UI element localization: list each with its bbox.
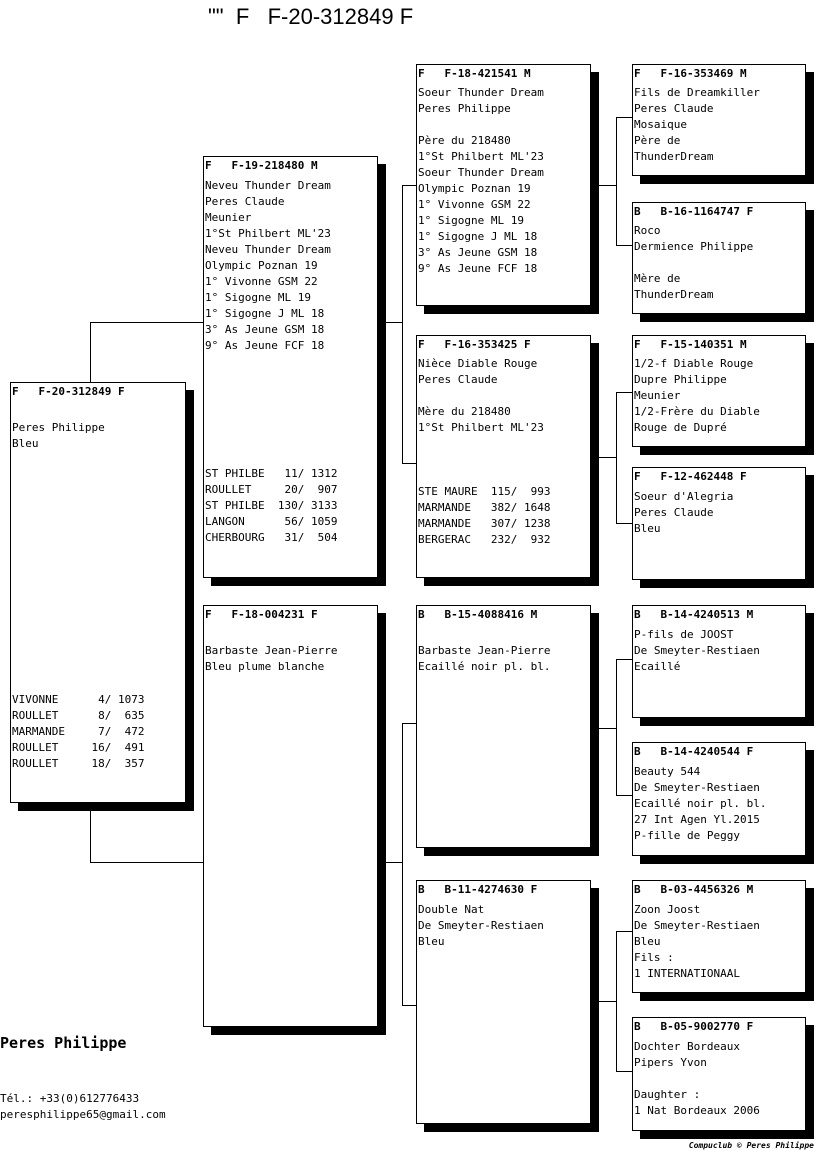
- card-line: De Smeyter-Restiaen: [634, 919, 760, 932]
- card-line: 27 Int Agen Yl.2015: [634, 813, 760, 826]
- pedigree-card-mother[interactable]: [203, 605, 378, 1027]
- card-line: Mère de: [634, 272, 681, 285]
- result-line: MARMANDE 382/ 1648: [418, 501, 551, 514]
- card-line: 9° As Jeune FCF 18: [205, 339, 325, 352]
- card-line: Peres Claude: [418, 373, 498, 386]
- ring-number: F F-12-462448 F: [634, 470, 747, 483]
- card-line: ThunderDream: [634, 150, 714, 163]
- result-line: ROULLET 16/ 491: [12, 741, 145, 754]
- card-line: 9° As Jeune FCF 18: [418, 262, 538, 275]
- card-line: Nièce Diable Rouge: [418, 357, 538, 370]
- card-line: Bleu: [634, 522, 661, 535]
- ring-number: F F-18-421541 M: [418, 67, 531, 80]
- ring-number: F F-19-218480 M: [205, 159, 318, 172]
- card-line: Neveu Thunder Dream: [205, 179, 331, 192]
- card-line: 1° Sigogne ML 19: [205, 291, 311, 304]
- pedigree-card-mff[interactable]: [632, 605, 806, 718]
- card-line: 1°St Philbert ML'23: [418, 421, 544, 434]
- result-line: ST PHILBE 130/ 3133: [205, 499, 338, 512]
- card-line: De Smeyter-Restiaen: [634, 644, 760, 657]
- card-line: Ecaillé: [634, 660, 681, 673]
- card-line: Olympic Poznan 19: [205, 259, 318, 272]
- connector: [616, 659, 617, 795]
- result-line: ROULLET 8/ 635: [12, 709, 145, 722]
- ring-number: B B-05-9002770 F: [634, 1020, 754, 1033]
- connector: [616, 392, 617, 523]
- pedigree-card-father[interactable]: [203, 156, 378, 578]
- card-line: Peres Claude: [634, 506, 714, 519]
- card-line: 1° Sigogne ML 19: [418, 214, 524, 227]
- card-line: Soeur Thunder Dream: [418, 166, 544, 179]
- connector: [90, 322, 204, 323]
- card-line: 1 INTERNATIONAAL: [634, 967, 740, 980]
- card-line: De Smeyter-Restiaen: [418, 919, 544, 932]
- card-line: Bleu: [418, 935, 445, 948]
- card-line: 1° Sigogne J ML 18: [205, 307, 325, 320]
- connector: [384, 862, 402, 863]
- ring-number: F F-20-312849 F: [12, 385, 125, 398]
- card-line: Mosaique: [634, 118, 687, 131]
- ring-number: B B-14-4240544 F: [634, 745, 754, 758]
- card-line: ThunderDream: [634, 288, 714, 301]
- ring-number: F F-16-353425 F: [418, 338, 531, 351]
- card-line: 3° As Jeune GSM 18: [205, 323, 325, 336]
- card-line: Dermience Philippe: [634, 240, 754, 253]
- pedigree-title: "" F F-20-312849 F: [208, 4, 414, 29]
- connector: [90, 862, 204, 863]
- connector: [402, 723, 403, 1005]
- card-line: 1°St Philbert ML'23: [205, 227, 331, 240]
- card-line: 1/2-Frère du Diable: [634, 405, 760, 418]
- result-line: BERGERAC 232/ 932: [418, 533, 551, 546]
- ring-number: B B-16-1164747 F: [634, 205, 754, 218]
- card-line: Fils de Dreamkiller: [634, 86, 760, 99]
- pedigree-card-maternal-grandfather[interactable]: [416, 605, 591, 848]
- ring-number: F F-15-140351 M: [634, 338, 747, 351]
- connector: [616, 795, 632, 796]
- connector: [402, 1005, 417, 1006]
- card-line: Peres Philippe: [418, 102, 511, 115]
- result-line: ST PHILBE 11/ 1312: [205, 467, 338, 480]
- card-line: Beauty 544: [634, 765, 701, 778]
- card-line: Zoon Joost: [634, 903, 701, 916]
- connector: [90, 322, 91, 384]
- pedigree-card-mfm[interactable]: [632, 742, 806, 856]
- card-line: Barbaste Jean-Pierre: [418, 644, 551, 657]
- owner-phone: Tél.: +33(0)612776433: [0, 1092, 140, 1105]
- card-line: Bleu plume blanche: [205, 660, 325, 673]
- result-line: MARMANDE 307/ 1238: [418, 517, 551, 530]
- result-line: CHERBOURG 31/ 504: [205, 531, 338, 544]
- connector: [616, 1071, 632, 1072]
- result-line: ROULLET 18/ 357: [12, 757, 145, 770]
- connector: [598, 185, 616, 186]
- ring-number: F F-18-004231 F: [205, 608, 318, 621]
- pedigree-card-ffm[interactable]: [632, 202, 806, 314]
- card-line: 1° Vivonne GSM 22: [205, 275, 318, 288]
- connector: [616, 659, 632, 660]
- connector: [616, 931, 617, 1071]
- card-line: Peres Philippe: [12, 421, 105, 434]
- card-line: Mère du 218480: [418, 405, 511, 418]
- card-line: 1°St Philbert ML'23: [418, 150, 544, 163]
- connector: [90, 810, 91, 863]
- connector: [616, 931, 632, 932]
- pedigree-card-fmm[interactable]: [632, 467, 806, 580]
- card-line: Soeur Thunder Dream: [418, 86, 544, 99]
- result-line: LANGON 56/ 1059: [205, 515, 338, 528]
- connector: [616, 523, 632, 524]
- card-line: P-fils de JOOST: [634, 628, 734, 641]
- card-line: 1/2-f Diable Rouge: [634, 357, 754, 370]
- connector: [402, 185, 417, 186]
- card-line: Rouge de Dupré: [634, 421, 727, 434]
- card-line: Meunier: [634, 389, 681, 402]
- card-line: Pipers Yvon: [634, 1056, 707, 1069]
- card-line: Fils :: [634, 951, 674, 964]
- pedigree-card-fff[interactable]: [632, 64, 806, 176]
- card-line: Dupre Philippe: [634, 373, 727, 386]
- ring-number: B B-15-4088416 M: [418, 608, 538, 621]
- connector: [598, 728, 616, 729]
- card-line: Ecaillé noir pl. bl.: [634, 797, 767, 810]
- connector: [616, 117, 617, 245]
- card-line: 1° Sigogne J ML 18: [418, 230, 538, 243]
- card-line: Ecaillé noir pl. bl.: [418, 660, 551, 673]
- connector: [616, 245, 632, 246]
- result-line: MARMANDE 7/ 472: [12, 725, 145, 738]
- connector: [616, 392, 632, 393]
- owner-email[interactable]: peresphilippe65@gmail.com: [0, 1108, 166, 1121]
- connector: [402, 723, 417, 724]
- card-line: 3° As Jeune GSM 18: [418, 246, 538, 259]
- pedigree-card-maternal-grandmother[interactable]: [416, 880, 591, 1124]
- ring-number: B B-11-4274630 F: [418, 883, 538, 896]
- result-line: ROULLET 20/ 907: [205, 483, 338, 496]
- result-line: VIVONNE 4/ 1073: [12, 693, 145, 706]
- connector: [384, 322, 402, 323]
- card-line: Barbaste Jean-Pierre: [205, 644, 338, 657]
- ring-number: B B-03-4456326 M: [634, 883, 754, 896]
- pedigree-card-mmm[interactable]: [632, 1017, 806, 1131]
- pedigree-card-mmf[interactable]: [632, 880, 806, 993]
- card-line: Peres Claude: [634, 102, 714, 115]
- connector: [616, 117, 632, 118]
- card-line: Père du 218480: [418, 134, 511, 147]
- card-line: Peres Claude: [205, 195, 285, 208]
- pedigree-card-subject[interactable]: [10, 382, 186, 803]
- card-line: Roco: [634, 224, 661, 237]
- card-line: De Smeyter-Restiaen: [634, 781, 760, 794]
- connector: [598, 1001, 616, 1002]
- result-line: STE MAURE 115/ 993: [418, 485, 551, 498]
- ring-number: F F-16-353469 M: [634, 67, 747, 80]
- connector: [402, 463, 417, 464]
- card-line: Meunier: [205, 211, 252, 224]
- card-line: Daughter :: [634, 1088, 701, 1101]
- card-line: Double Nat: [418, 903, 485, 916]
- card-line: P-fille de Peggy: [634, 829, 740, 842]
- card-line: Bleu: [634, 935, 661, 948]
- ring-number: B B-14-4240513 M: [634, 608, 754, 621]
- pedigree-card-paternal-grandfather[interactable]: [416, 64, 591, 306]
- card-line: Olympic Poznan 19: [418, 182, 531, 195]
- owner-name: Peres Philippe: [0, 1034, 127, 1052]
- card-line: Neveu Thunder Dream: [205, 243, 331, 256]
- card-line: Bleu: [12, 437, 39, 450]
- card-line: Soeur d'Alegria: [634, 490, 734, 503]
- card-line: 1° Vivonne GSM 22: [418, 198, 531, 211]
- pedigree-card-fmf[interactable]: [632, 335, 806, 447]
- connector: [402, 185, 403, 463]
- card-line: Père de: [634, 134, 681, 147]
- footer-credit: Compuclub © Peres Philippe: [688, 1141, 814, 1150]
- card-line: 1 Nat Bordeaux 2006: [634, 1104, 760, 1117]
- pedigree-card-paternal-grandmother[interactable]: [416, 335, 591, 578]
- connector: [598, 457, 616, 458]
- card-line: Dochter Bordeaux: [634, 1040, 740, 1053]
